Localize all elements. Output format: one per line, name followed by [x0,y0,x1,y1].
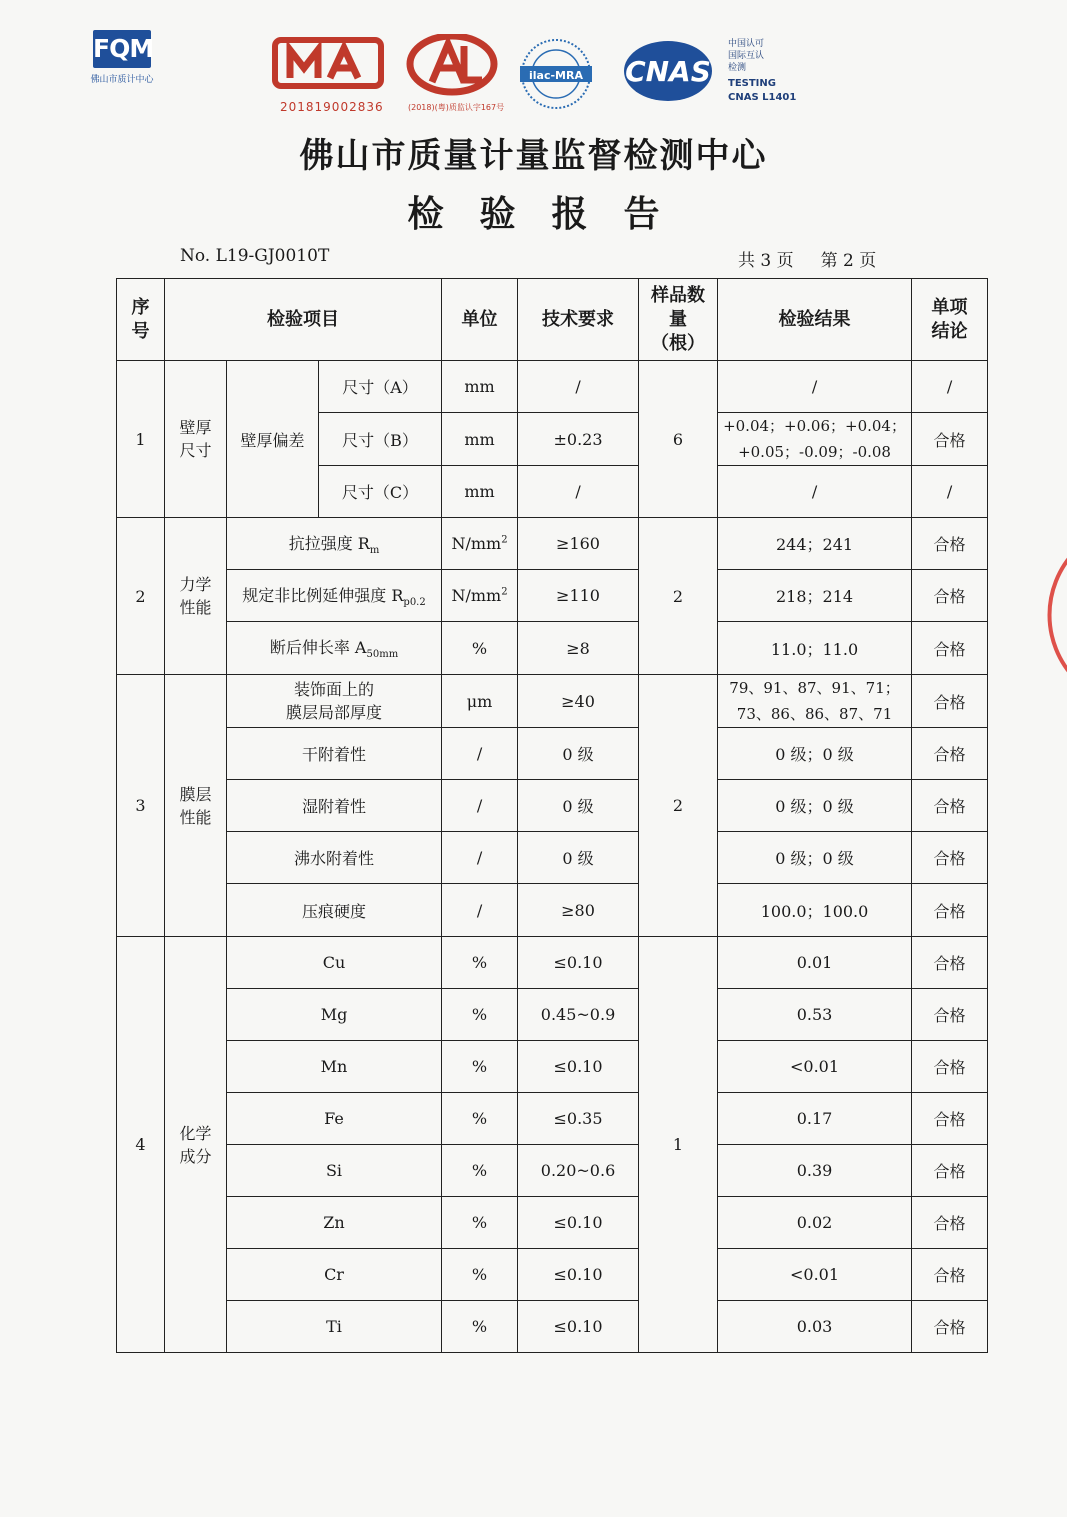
sample-qty-cell: 1 [639,937,718,1353]
result-cell: 0.17 [718,1093,912,1145]
unit-cell: mm [442,413,518,466]
unit-cell [442,570,518,622]
requirement-cell: 0.20~0.6 [518,1145,639,1197]
item-cell [227,518,442,570]
requirement-cell: ≤0.10 [518,1301,639,1353]
requirement-cell: / [518,361,639,413]
item-line: 膜层局部厚度 [286,703,383,722]
unit-cell: % [442,1197,518,1249]
requirement-cell: 0.45~0.9 [518,989,639,1041]
result-cell: / [718,361,912,413]
result-cell: 218；214 [718,570,912,622]
conclusion-cell: 合格 [912,1145,988,1197]
item-cell: Si [227,1145,442,1197]
result-line: +0.04；+0.06；+0.04； [723,417,906,435]
item-subscript: p0.2 [403,597,426,609]
item-subscript: m [369,545,380,557]
table-row [117,1301,988,1353]
conclusion-cell: 合格 [912,728,988,780]
table-row [117,622,988,675]
result-cell: 11.0；11.0 [718,622,912,675]
unit-superscript: 2 [501,586,508,598]
requirement-cell: ≤0.10 [518,937,639,989]
certification-logos [272,34,812,118]
conclusion-cell: 合格 [912,570,988,622]
item-cell: Cu [227,937,442,989]
conclusion-cell: 合格 [912,884,988,937]
unit-cell: mm [442,466,518,518]
seq-cell: 4 [117,937,165,1353]
item-cell: Zn [227,1197,442,1249]
item-text: 抗拉强度 R [288,533,370,553]
fqm-logo-mark: FQM [93,30,151,68]
table-row [117,675,988,728]
result-cell: 0.02 [718,1197,912,1249]
header-requirement: 技术要求 [518,279,639,361]
cnas-logo-icon [622,38,718,104]
result-cell: 0.39 [718,1145,912,1197]
table-row [117,989,988,1041]
conclusion-cell: 合格 [912,937,988,989]
conclusion-cell: 合格 [912,780,988,832]
seq-cell: 1 [117,361,165,518]
result-cell: <0.01 [718,1041,912,1093]
requirement-cell: ≥40 [518,675,639,728]
red-seal-stamp-icon [1010,515,1067,715]
header-result: 检验结果 [718,279,912,361]
item-cell: 尺寸（A） [319,361,442,413]
unit-cell: % [442,937,518,989]
cal-code: (2018)(粤)质监认字167号 [408,103,505,112]
conclusion-cell: 合格 [912,413,988,466]
unit-cell: % [442,989,518,1041]
ilac-logo-text: ilac-MRA [529,69,583,82]
cal-logo-icon [406,34,498,96]
header-sample-qty: 样品数量（根） [639,279,718,361]
cnas-cn-3: 检测 [728,63,747,73]
result-cell: 100.0；100.0 [718,884,912,937]
category-cell: 膜层性能 [165,675,227,937]
cma-logo-icon [272,34,384,94]
table-row [117,1093,988,1145]
table-row [117,780,988,832]
unit-cell: % [442,1249,518,1301]
result-cell: / [718,466,912,518]
requirement-cell: ±0.23 [518,413,639,466]
item-text: 断后伸长率 A [269,638,367,658]
item-subscript: 50mm [366,649,399,661]
item-line: 装饰面上的 [294,680,375,699]
requirement-cell: / [518,466,639,518]
unit-cell: % [442,622,518,675]
item-cell: 尺寸（C） [319,466,442,518]
unit-cell: μm [442,675,518,728]
conclusion-cell: 合格 [912,1041,988,1093]
conclusion-cell: 合格 [912,1301,988,1353]
result-cell: 0 级；0 级 [718,780,912,832]
table-row [117,1249,988,1301]
table-row [117,518,988,570]
seq-cell: 2 [117,518,165,675]
item-cell [227,622,442,675]
unit-text: N/mm [451,586,502,605]
report-number: No. L19-GJ0010T [180,246,330,266]
ilac-logo-icon [516,36,596,112]
requirement-cell: ≤0.10 [518,1197,639,1249]
result-line: 73、86、86、87、71 [736,705,893,723]
result-cell: 0 级；0 级 [718,832,912,884]
item-cell [227,675,442,728]
conclusion-cell: 合格 [912,1197,988,1249]
conclusion-cell: 合格 [912,622,988,675]
requirement-cell: 0 级 [518,780,639,832]
seq-cell: 3 [117,675,165,937]
item-cell: Ti [227,1301,442,1353]
report-subtitle: 检验报告 [407,193,696,235]
category-cell: 壁厚尺寸 [165,361,227,518]
item-cell [227,570,442,622]
unit-cell: / [442,884,518,937]
item-cell: 湿附着性 [227,780,442,832]
table-row [117,884,988,937]
result-line: 79、91、87、91、71； [729,679,900,697]
result-cell: 0.01 [718,937,912,989]
cnas-cn-1: 中国认可 [728,39,765,49]
conclusion-cell: 合格 [912,989,988,1041]
unit-cell: % [442,1301,518,1353]
requirement-cell: ≥110 [518,570,639,622]
conclusion-cell: 合格 [912,675,988,728]
sample-qty-cell: 6 [639,361,718,518]
table-row [117,1197,988,1249]
item-cell: 压痕硬度 [227,884,442,937]
conclusion-cell: 合格 [912,1093,988,1145]
page-indicator [738,246,876,271]
header-conclusion: 单项结论 [912,279,988,361]
table-row [117,728,988,780]
result-cell [718,413,912,466]
page-title: 佛山市质量计量监督检测中心 [299,136,768,176]
table-row [117,361,988,413]
requirement-cell: ≤0.35 [518,1093,639,1145]
table-row [117,1041,988,1093]
unit-cell: % [442,1041,518,1093]
result-cell: 0 级；0 级 [718,728,912,780]
header-unit: 单位 [442,279,518,361]
conclusion-cell: 合格 [912,518,988,570]
header-item: 检验项目 [165,279,442,361]
cnas-cn-2: 国际互认 [728,51,765,61]
item-cell: Mn [227,1041,442,1093]
sample-qty-cell: 2 [639,518,718,675]
table-header-row [117,279,988,361]
unit-text: N/mm [451,534,502,553]
table-row [117,832,988,884]
subcategory-cell: 壁厚偏差 [227,361,319,518]
item-cell: 干附着性 [227,728,442,780]
cma-code: 201819002836 [280,100,384,114]
unit-superscript: 2 [501,534,508,546]
item-cell: 沸水附着性 [227,832,442,884]
conclusion-cell: / [912,361,988,413]
current-page: 第 2 页 [820,251,877,271]
requirement-cell: 0 级 [518,728,639,780]
result-cell: 244；241 [718,518,912,570]
fqm-logo [82,30,162,85]
requirement-cell: ≤0.10 [518,1249,639,1301]
table-row [117,1145,988,1197]
category-cell: 化学成分 [165,937,227,1353]
cnas-testing: TESTING [728,78,776,89]
inspection-table [116,278,988,1353]
result-cell: <0.01 [718,1249,912,1301]
table-row [117,937,988,989]
requirement-cell: ≥160 [518,518,639,570]
cnas-logo-text: CNAS [625,55,711,88]
requirement-cell: ≤0.10 [518,1041,639,1093]
result-cell: 0.03 [718,1301,912,1353]
table-row [117,570,988,622]
total-pages: 共 3 页 [738,251,794,271]
requirement-cell: ≥8 [518,622,639,675]
item-cell: 尺寸（B） [319,413,442,466]
requirement-cell: ≥80 [518,884,639,937]
sample-qty-cell: 2 [639,675,718,937]
item-cell: Fe [227,1093,442,1145]
unit-cell: % [442,1093,518,1145]
item-cell: Mg [227,989,442,1041]
unit-cell: / [442,780,518,832]
fqm-org-name: 佛山市质计中心 [90,75,154,85]
result-cell [718,675,912,728]
result-cell: 0.53 [718,989,912,1041]
item-text: 规定非比例延伸强度 R [242,585,404,605]
cnas-number: CNAS L1401 [728,92,797,103]
conclusion-cell: 合格 [912,1249,988,1301]
unit-cell: % [442,1145,518,1197]
requirement-cell: 0 级 [518,832,639,884]
conclusion-cell: 合格 [912,832,988,884]
category-cell: 力学性能 [165,518,227,675]
item-cell: Cr [227,1249,442,1301]
result-line: +0.05；-0.09；-0.08 [738,443,891,461]
unit-cell [442,518,518,570]
header-seq: 序号 [117,279,165,361]
unit-cell: / [442,832,518,884]
unit-cell: mm [442,361,518,413]
conclusion-cell: / [912,466,988,518]
unit-cell: / [442,728,518,780]
